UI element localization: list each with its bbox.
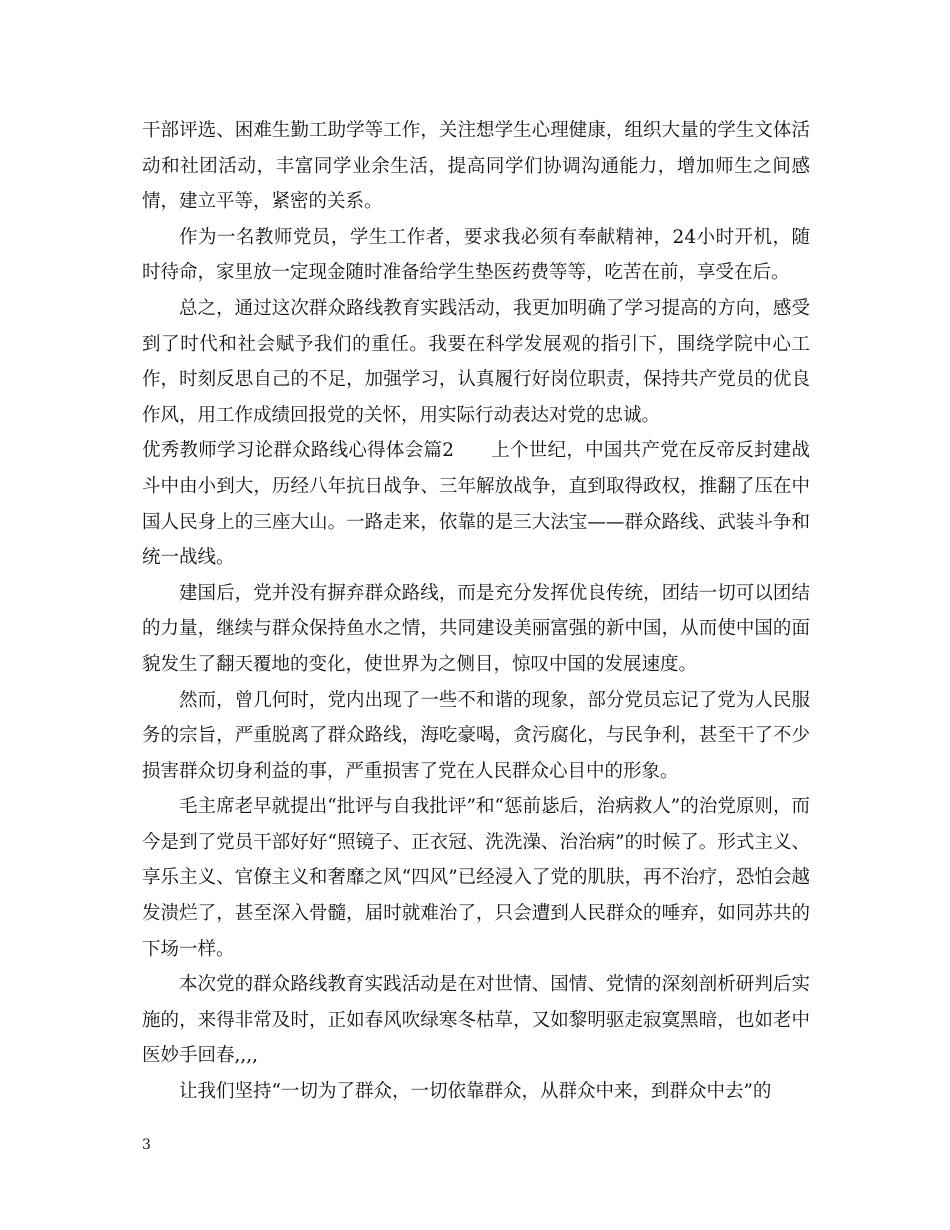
paragraph-2: 作为一名教师党员，学生工作者，要求我必须有奉献精神，24小时开机，随时待命，家里放一定现金随时准备给学生垫医药费等等，吃苦在前，享受在后。 [142, 226, 810, 284]
section-first-paragraph: 上个世纪，中国共产党在反帝反封建战斗中由小到大，历经八年抗日战争、三年解放战争，直到取得政权，推翻了压在中国人民身上的三座大山。一路走来，依靠的是三大法宝——群众路线、武装斗争和统一战线。 [142, 440, 810, 569]
document-body [142, 113, 810, 1110]
paragraph-3: 总之，通过这次群众路线教育实践活动，我更加明确了学习提高的方向，感受到了时代和社会赋予我们的重任。我要在科学发展观的指引下，围绕学院中心工作，时刻反思自己的不足，加强学习，认真履行好岗位职责，保持共产党员的优良作风，用工作成绩回报党的关怀，用实际行动表达对党的忠诚。 [142, 297, 810, 426]
paragraph-1: 干部评选、困难生勤工助学等工作，关注想学生心理健康，组织大量的学生文体活动和社团活动，丰富同学业余生活，提高同学们协调沟通能力，增加师生之间感情，建立平等，紧密的关系。 [142, 120, 810, 213]
paragraph-7: 毛主席老早就提出“批评与自我批评”和“惩前毖后，治病救人”的治党原则，而今是到了党员干部好好“照镜子、正衣冠、洗洗澡、治治病”的时候了。形式主义、享乐主义、官僚主义和奢靡之风“四风”已经浸入了党的肌肤，再不治疗，恐怕会越发溃烂了，甚至深入骨髓，届时就难治了，只会遭到人民群众的唾弃，如同苏共的下场一样。 [142, 796, 810, 960]
paragraph-6: 然而，曾几何时，党内出现了一些不和谐的现象，部分党员忘记了党为人民服务的宗旨，严重脱离了群众路线，海吃豪喝，贪污腐化，与民争利，甚至干了不少损害群众切身利益的事，严重损害了党在人民群众心目中的形象。 [142, 689, 810, 782]
paragraph-8: 本次党的群众路线教育实践活动是在对世情、国情、党情的深刻剖析研判后实施的，来得非常及时，正如春风吹绿寒冬枯草，又如黎明驱走寂寞黑暗，也如老中医妙手回春,,,, [142, 974, 810, 1067]
page-number: 3 [142, 1137, 151, 1153]
section-heading-paragraph [142, 433, 810, 575]
section-heading: 优秀教师学习论群众路线心得体会篇2 [142, 440, 454, 462]
paragraph-5: 建国后，党并没有摒弃群众路线，而是充分发挥优良传统，团结一切可以团结的力量，继续与群众保持鱼水之情，共同建设美丽富强的新中国，从而使中国的面貌发生了翻天覆地的变化，使世界为之侧目，惊叹中国的发展速度。 [142, 582, 810, 675]
paragraph-9: 让我们坚持“一切为了群众，一切依靠群众，从群众中来，到群众中去”的 [179, 1081, 772, 1103]
